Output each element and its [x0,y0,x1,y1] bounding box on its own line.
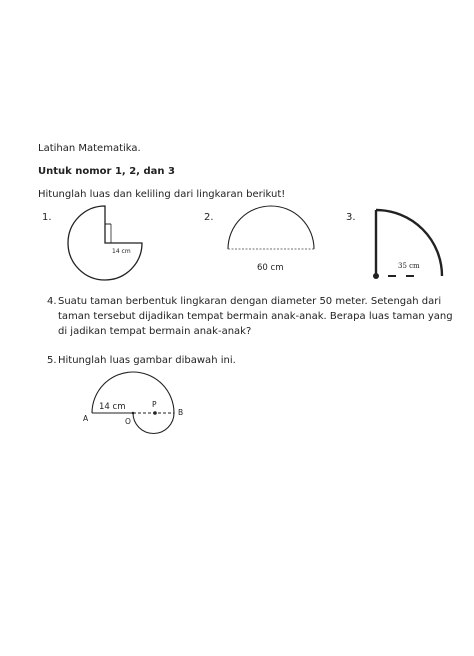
section-heading: Untuk nomor 1, 2, dan 3 [38,166,175,177]
figure-2-semicircle [222,200,322,280]
figure-5-point-b: B [178,408,184,417]
figure-3-quarter-circle [368,198,458,288]
figure-3-number: 3. [346,212,356,223]
instruction-text: Hitunglah luas dan keliling dari lingkaran berikut! [38,189,286,200]
question-4-number: 4. [47,296,57,307]
figure-1-number: 1. [42,212,52,223]
figure-5-point-p: P [152,400,157,409]
figure-5-composite-shape [78,370,198,450]
question-5-text: Hitunglah luas gambar dibawah ini. [58,355,236,366]
question-5-number: 5. [47,355,57,366]
question-4-text: Suatu taman berbentuk lingkaran dengan diameter 50 meter. Setengah dari taman tersebut dijadikan tempat bermain anak-anak. Berapa luas taman yang di jadikan tempat bermain anak-anak? [58,296,453,337]
figure-5-point-a: A [83,414,89,423]
figure-5-point-o: O [125,417,131,426]
figure-5-label: 14 cm [99,402,126,412]
figure-2-number: 2. [204,212,214,223]
figure-1-three-quarter-circle [68,198,158,288]
document-title: Latihan Matematika. [38,143,141,154]
figure-2-label: 60 cm [257,263,284,273]
figure-1-label: 14 cm [112,248,131,255]
figure-3-label: 35 cm [398,262,420,270]
